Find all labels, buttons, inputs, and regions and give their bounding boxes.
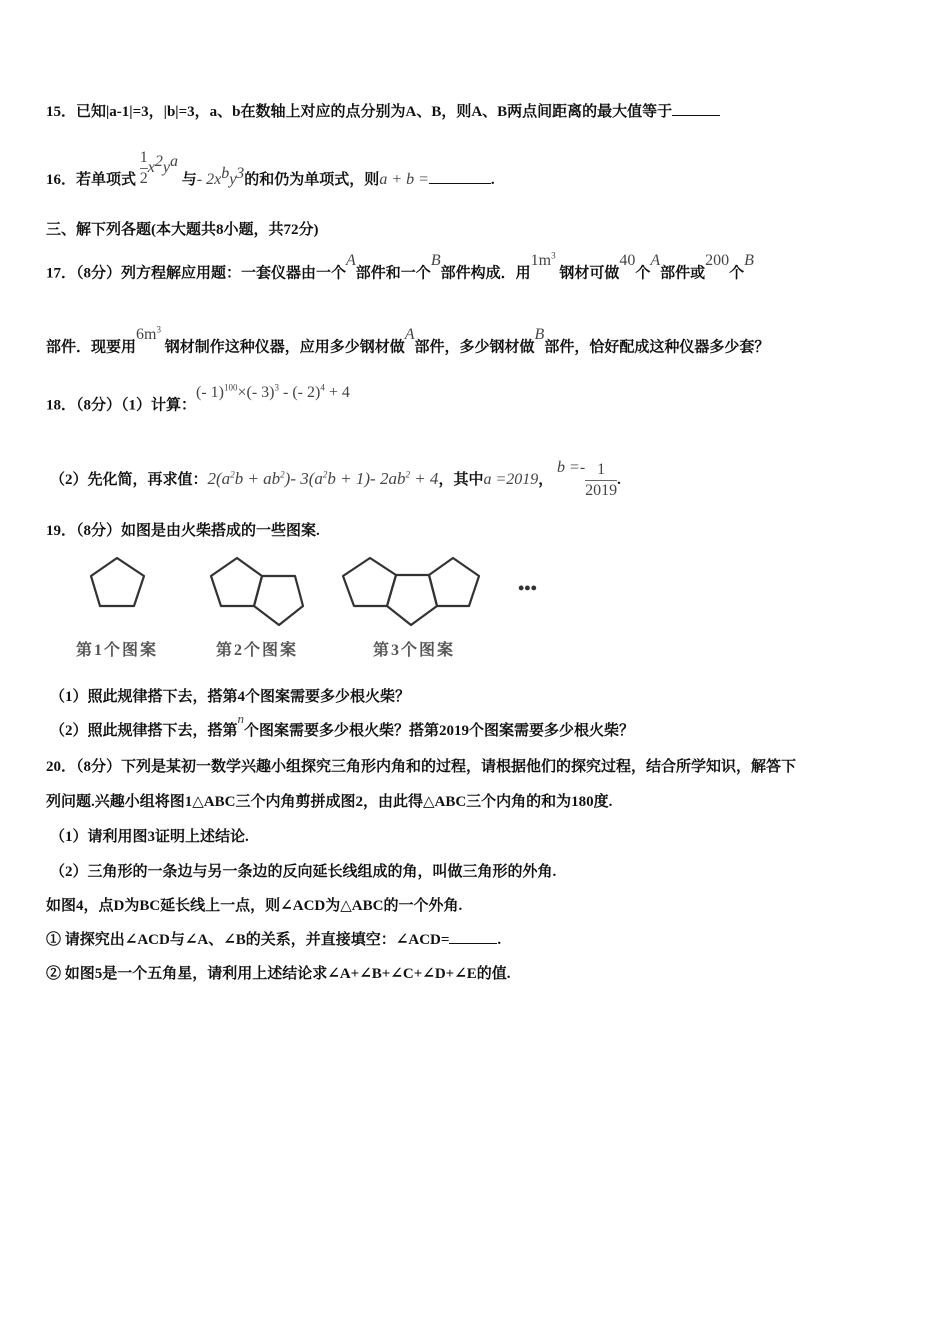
num: 1 [597,461,606,478]
question-20-line1: 20．（8分）下列是某初一数学兴趣小组探究三角形内角和的过程，请根据他们的探究过程，结合所学知识，解答下 [46,759,797,775]
t: 17．（8分）列方程解应用题：一套仪器由一个 [46,265,347,282]
ellipsis: ••• [518,578,537,598]
t: 部件构成．用 [440,265,531,282]
t: 部件或 [660,265,706,282]
question-19-sub1: （1）照此规律搭下去，搭第4个图案需要多少根火柴？ [50,689,411,705]
sup: 4 [320,383,325,393]
sup: 2 [230,469,235,480]
figure-2-pentagon-b [254,576,303,625]
figure-2-label: 第2个图案 [216,642,299,659]
sup: 3 [551,251,556,261]
var-A: A [346,252,356,270]
question-20-line5: 如图4，点D为BC延长线上一点，则∠ACD为△ABC的一个外角. [46,898,463,914]
t: 部件，恰好配成这种仪器多少套？ [544,339,770,356]
sup: 2 [154,152,163,170]
t: 部件．现要用 [46,339,137,356]
t: 部件和一个 [355,265,431,282]
q16-prefix: 16．若单项式 [46,171,137,188]
sup: 2 [405,469,410,480]
e: )- 3(a [284,468,323,488]
figure-1-label: 第1个图案 [76,642,159,659]
t: 个 [729,265,745,282]
var-B: B [534,326,545,344]
t: 个图案需要多少根火柴？搭第2019个图案需要多少根火柴？ [244,723,635,739]
expr: a + b = [379,170,429,188]
sup: 3 [156,325,161,335]
question-19-sub2 [50,711,635,741]
t: 个 [635,265,651,282]
q15-text: 15．已知|a-1|=3，|b|=3，a、b在数轴上对应的点分别为A、B，则A、B两点间距离的最大值等于 [46,104,673,120]
t: 18．（8分）（1）计算： [46,397,197,414]
sup: a [169,152,178,170]
question-19-title: 19．（8分）如图是由火柴搭成的一些图案. [46,523,320,539]
monomial-2: - 2x [196,170,222,188]
v: 1m [530,252,552,270]
e: b + 1)- 2ab [327,468,406,488]
t: （2）照此规律搭下去，搭第 [50,723,238,739]
period: . [497,932,502,948]
answer-blank [449,943,497,944]
t: ① 请探究出∠ACD与∠A、∠B的关系，并直接填空：∠ACD= [46,932,450,948]
sup: b [221,164,230,182]
e: 2(a [207,468,231,488]
question-20-sub2: （2）三角形的一条边与另一条边的反向延长线组成的角，叫做三角形的外角. [50,864,557,880]
y: y [229,170,237,188]
e: (- 1) [196,384,224,402]
e: b + ab [234,468,281,488]
num-40: 40 [619,252,636,270]
figure-3-pentagon-c [429,558,479,606]
v: 6m [136,326,157,344]
num: 1 [139,149,148,166]
question-20-item1 [46,930,501,950]
var-A: A [650,252,661,270]
sup: 2 [322,469,328,480]
question-20-sub1: （1）请利用图3证明上述结论. [50,829,249,845]
sup: 3 [236,164,245,182]
num-200: 200 [705,252,730,270]
var-B: B [744,252,754,270]
q16-after: 的和仍为单项式，则 [244,171,380,188]
var-n: n [237,711,245,726]
question-20-line2: 列问题.兴趣小组将图1△ABC三个内角剪拼成图2，由此得△ABC三个内角的和为180度. [46,794,613,810]
figure-2-pentagon-a [211,558,262,606]
y: y [162,158,170,176]
figure-3-label: 第3个图案 [373,642,456,659]
var-B: B [430,252,441,270]
period: . [490,171,495,188]
figure-3-pentagon-b [387,575,437,625]
t: 部件，多少钢材做 [414,339,535,356]
den: 2019 [585,482,618,499]
e: - (- 2) [279,384,321,402]
x: x [147,158,155,176]
t: （2）先化简，再求值： [50,471,208,488]
figure-1-pentagon [91,558,144,606]
a-value: a =2019 [483,470,539,488]
e: ×(- 3) [237,384,275,402]
q16-mid: 与 [181,171,197,188]
t: 钢材可做 [559,265,620,282]
e: + 4 [409,468,439,488]
t: ， [538,471,554,488]
sup: 100 [224,383,238,393]
den: 2 [139,170,148,187]
var-A: A [404,326,415,344]
sup: 3 [274,383,280,393]
section-heading: 三、解下列各题(本大题共8小题，共72分) [46,222,319,238]
sup: 2 [280,469,285,480]
period: . [617,471,621,488]
b-value: b =- [557,458,586,476]
t: 钢材制作这种仪器，应用多少钢材做 [164,339,405,356]
question-20-item2: ② 如图5是一个五角星，请利用上述结论求∠A+∠B+∠C+∠D+∠E的值. [46,966,511,982]
t: ，其中 [438,471,484,488]
e: + 4 [324,384,350,402]
